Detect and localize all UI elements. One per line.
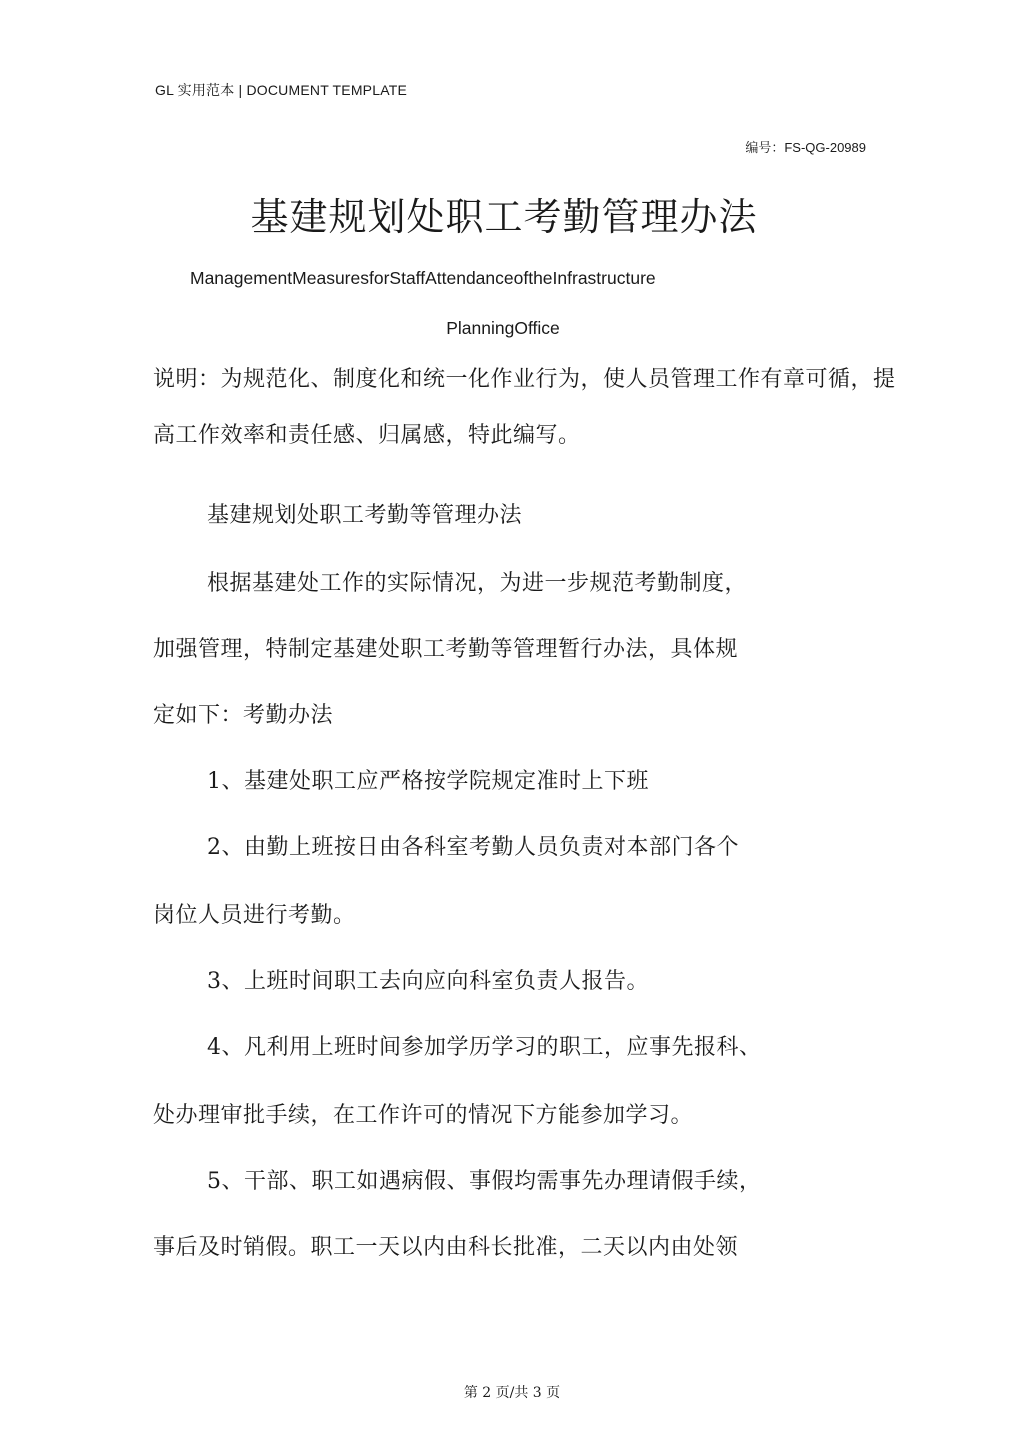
section-heading: 基建规划处职工考勤等管理办法 xyxy=(207,503,523,528)
body-paragraph: 加强管理，特制定基建处职工考勤等管理暂行办法，具体规 xyxy=(153,637,739,662)
body-paragraph: 定如下：考勤办法 xyxy=(153,703,334,728)
body-paragraph: 岗位人员进行考勤。 xyxy=(153,903,356,928)
header-brand: GL 实用范本 | DOCUMENT TEMPLATE xyxy=(155,82,407,98)
list-item: 3、上班时间职工去向应向科室负责人报告。 xyxy=(207,969,649,994)
document-number: 编号：FS-QG-20989 xyxy=(745,140,866,155)
body-paragraph: 高工作效率和责任感、归属感，特此编写。 xyxy=(153,423,581,448)
list-item: 1、基建处职工应严格按学院规定准时上下班 xyxy=(207,769,649,794)
list-item: 4、凡利用上班时间参加学历学习的职工，应事先报科、 xyxy=(207,1035,762,1060)
document-title: 基建规划处职工考勤管理办法 xyxy=(250,195,758,239)
list-item: 2、由勤上班按日由各科室考勤人员负责对本部门各个 xyxy=(207,835,739,860)
english-subtitle-line-2: PlanningOffice xyxy=(446,318,560,338)
list-item: 5、干部、职工如遇病假、事假均需事先办理请假手续， xyxy=(207,1169,762,1194)
body-paragraph: 事后及时销假。职工一天以内由科长批准，二天以内由处领 xyxy=(153,1235,739,1260)
body-paragraph: 根据基建处工作的实际情况，为进一步规范考勤制度， xyxy=(207,571,748,596)
body-paragraph: 说明：为规范化、制度化和统一化作业行为，使人员管理工作有章可循，提 xyxy=(153,367,896,392)
body-paragraph: 处办理审批手续，在工作许可的情况下方能参加学习。 xyxy=(153,1103,694,1128)
english-subtitle-line-1: ManagementMeasuresforStaffAttendanceoftheInfrastructure xyxy=(190,268,656,288)
page-number-footer: 第 2 页/共 3 页 xyxy=(463,1385,561,1401)
